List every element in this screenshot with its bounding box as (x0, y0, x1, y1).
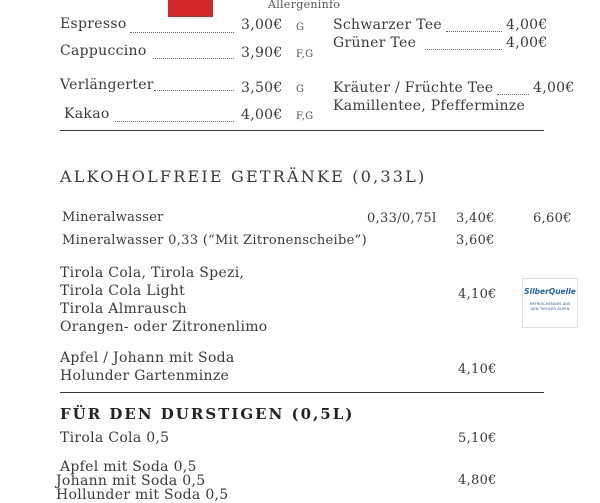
menu-item-name: Schwarzer Tee (333, 17, 442, 33)
menu-item-price: 4,00€ (533, 80, 575, 96)
menu-item-price: 3,50€ (241, 80, 283, 96)
menu-item-price: 4,00€ (241, 107, 283, 123)
menu-item-name: Verlängerter (60, 77, 154, 93)
allergen-code: G (296, 84, 305, 95)
menu-item-line: Tirola Almrausch (60, 301, 187, 317)
dot-leader (115, 121, 234, 122)
menu-item-line: Tirola Cola, Tirola Spezi, (60, 265, 245, 281)
menu-item-line: Johann mit Soda 0,5 (56, 473, 206, 489)
allergen-header: Allergeninfo (268, 0, 341, 11)
dot-leader (154, 90, 234, 91)
menu-item-name: Mineralwasser (62, 210, 164, 225)
menu-item-price: 4,10€ (458, 362, 497, 377)
menu-item-line: Holunder Gartenminze (60, 368, 230, 384)
silberquelle-logo (522, 278, 578, 328)
dot-leader (130, 32, 234, 33)
dot-leader (425, 49, 502, 50)
section-heading: FÜR DEN DURSTIGEN (0,5L) (60, 405, 355, 423)
menu-item-line: Hollunder mit Soda 0,5 (56, 487, 229, 503)
menu-item-price: 5,10€ (458, 431, 497, 446)
allergen-code: G (296, 22, 305, 33)
menu-item-line: Apfel / Johann mit Soda (60, 350, 235, 366)
menu-item-price: 4,00€ (506, 35, 548, 51)
menu-item-name: Cappuccino (60, 43, 147, 59)
menu-item-name: Kamillentee, Pfefferminze (333, 98, 526, 114)
menu-item-price: 4,10€ (458, 287, 497, 302)
menu-item-price: 3,40€ (456, 211, 495, 226)
dot-leader (446, 31, 502, 32)
menu-item-line: Tirola Cola Light (60, 283, 186, 299)
red-tab (168, 0, 213, 17)
section-heading: ALKOHOLFREIE GETRÄNKE (0,33L) (60, 167, 427, 186)
menu-item-price: 3,90€ (241, 45, 283, 61)
allergen-code: F,G (296, 111, 314, 122)
menu-item-price: 4,00€ (506, 17, 548, 33)
menu-item-name: Mineralwasser 0,33 (“Mit Zitronenscheibe”) (62, 233, 367, 248)
menu-item-name: Kräuter / Früchte Tee (333, 80, 494, 96)
section-divider (60, 130, 544, 131)
menu-item-line: Orangen- oder Zitronenlimo (60, 319, 268, 335)
menu-item-sizes: 0,33/0,75l (367, 211, 437, 226)
menu-item-line: Apfel mit Soda 0,5 (60, 459, 197, 475)
logo-tagline: ERFRISCHENDES AUS (529, 301, 571, 306)
menu-item-price: 6,60€ (533, 211, 572, 226)
menu-item-name: Espresso (60, 16, 127, 32)
dot-leader (153, 58, 234, 59)
dot-leader (497, 94, 529, 95)
section-divider (60, 392, 544, 393)
menu-item-price: 3,60€ (456, 233, 495, 248)
menu-item-name: Grüner Tee (333, 35, 417, 51)
logo-brand: SilberQuelle (524, 287, 576, 296)
logo-tagline: DEN TIROLER ALPEN (530, 306, 570, 311)
menu-item-price: 3,00€ (241, 17, 283, 33)
allergen-code: F,G (296, 49, 314, 60)
menu-item-name: Tirola Cola 0,5 (60, 430, 170, 446)
menu-item-price: 4,80€ (458, 473, 497, 488)
menu-item-name: Kakao (64, 106, 110, 122)
